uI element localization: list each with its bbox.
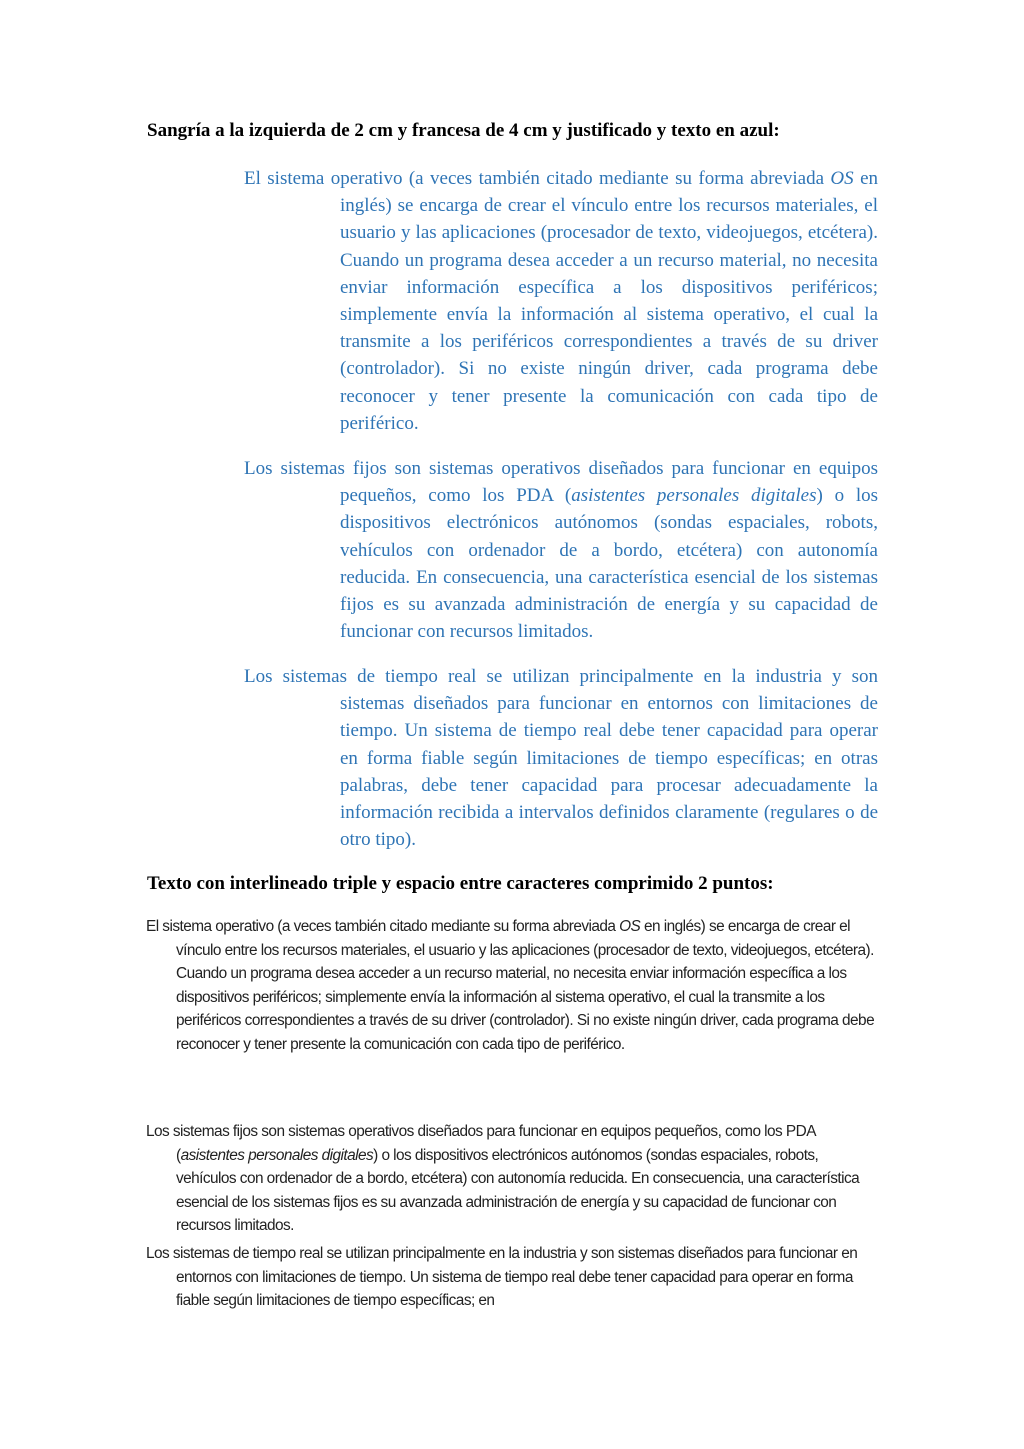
section-heading-indent: Sangría a la izquierda de 2 cm y francesa de 4 cm y justificado y texto en azul:: [147, 120, 780, 141]
blue-paragraph-os: El sistema operativo (a veces también citado mediante su forma abreviada OS en inglés) se encarga de crear el vínculo entre los recursos materiales, el usuario y las aplicaciones (procesador de texto, videojuegos, etcétera). Cuando un programa desea acceder a un recurso material, no necesita enviar información específica a los dispositivos periféricos; simplemente envía la información al sistema operativo, el cual la transmite a los periféricos correspondientes a través de su driver (controlador). Si no existe ningún driver, cada programa debe reconocer y tener presente la comunicación con cada tipo de periférico.: [244, 168, 878, 434]
section-heading-spacing: Texto con interlineado triple y espacio entre caracteres comprimido 2 puntos:: [147, 873, 774, 894]
body-paragraph-fixed-systems: Los sistemas fijos son sistemas operativos diseñados para funcionar en equipos pequeños, como los PDA (asistentes personales digitales) o los dispositivos electrónicos autónomos (sondas espaciales, robots, vehículos con ordenador de a bordo, etcétera) con autonomía reducida. En consecuencia, una característica esencial de los sistemas fijos es su avanzada administración de energía y su capacidad de funcionar con recursos limitados.: [146, 1123, 860, 1234]
blue-paragraph-fixed-systems: Los sistemas fijos son sistemas operativos diseñados para funcionar en equipos pequeños, como los PDA (asistentes personales digitales) o los dispositivos electrónicos autónomos (sondas espaciales, robots, vehículos con ordenador de a bordo, etcétera) con autonomía reducida. En consecuencia, una característica esencial de los sistemas fijos es su avanzada administración de energía y su capacidad de funcionar con recursos limitados.: [244, 458, 879, 643]
blue-paragraph-realtime: Los sistemas de tiempo real se utilizan principalmente en la industria y son sistemas diseñados para funcionar en entornos con limitaciones de tiempo. Un sistema de tiempo real debe tener capacidad para operar en forma fiable según limitaciones de tiempo específicas; en otras palabras, debe tener capacidad para procesar adecuadamente la información recibida a intervalos definidos claramente (regulares o de otro tipo).: [244, 666, 878, 851]
body-paragraph-realtime: Los sistemas de tiempo real se utilizan principalmente en la industria y son sistemas diseñados para funcionar en entornos con limitaciones de tiempo. Un sistema de tiempo real debe tener capacidad para operar en forma fiable según limitaciones de tiempo específicas; en: [146, 1245, 858, 1309]
body-paragraph-os: El sistema operativo (a veces también citado mediante su forma abreviada OS en inglés) se encarga de crear el vínculo entre los recursos materiales, el usuario y las aplicaciones (procesador de texto, videojuegos, etcétera). Cuando un programa desea acceder a un recurso material, no necesita enviar información específica a los dispositivos periféricos; simplemente envía la información al sistema operativo, el cual la transmite a los periféricos correspondientes a través de su driver (controlador). Si no existe ningún driver, cada programa debe reconocer y tener presente la comunicación con cada tipo de periférico.: [146, 918, 875, 1053]
